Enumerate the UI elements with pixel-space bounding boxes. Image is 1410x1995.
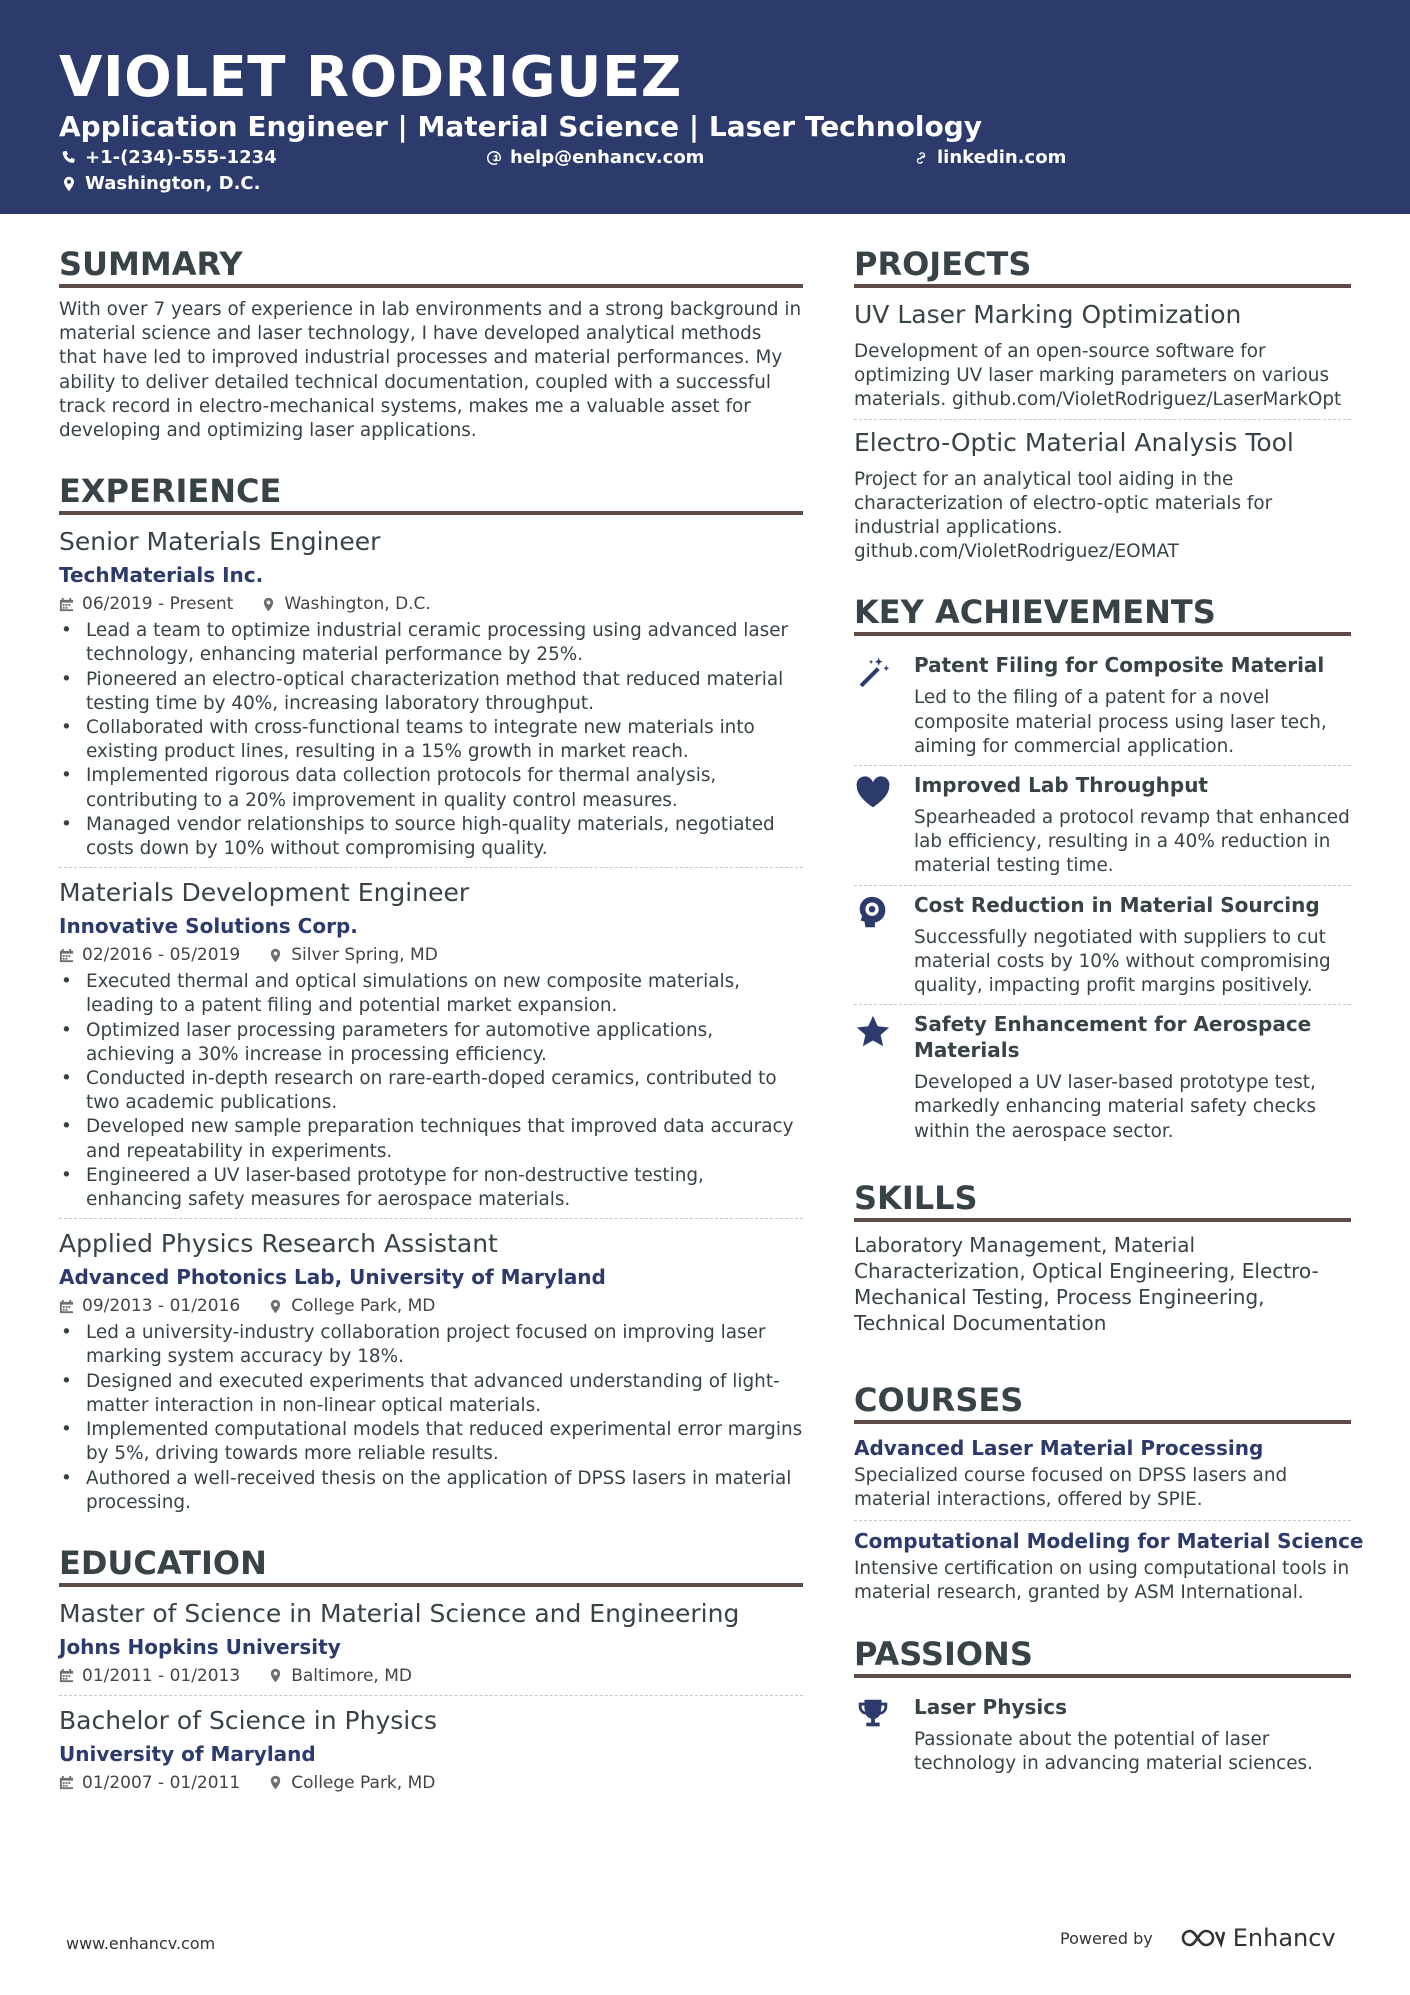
courses-section xyxy=(854,1380,1364,1606)
passions-section xyxy=(854,1634,1351,1782)
bullet-item: • Collaborated with cross-functional teams to integrate new materials into existing product lines, resulting in a 15% growth in market reach. xyxy=(59,716,803,764)
job-location: Washington, D.C. xyxy=(284,594,431,615)
course-description: Specialized course focused on DPSS lasers and material interactions, offered by SPIE. xyxy=(854,1464,1288,1511)
section-title-skills: SKILLS xyxy=(854,1178,1351,1222)
education-meta xyxy=(59,1770,803,1796)
course-entry xyxy=(854,1434,1351,1512)
summary-section xyxy=(59,244,803,443)
school-name: University of Maryland xyxy=(59,1741,316,1766)
job-location: College Park, MD xyxy=(291,1296,436,1317)
achievement-title: Improved Lab Throughput xyxy=(914,773,1208,798)
degree-title: Master of Science in Material Science and Engineering xyxy=(59,1598,740,1628)
course-title: Computational Modeling for Material Science xyxy=(854,1529,1364,1554)
map-pin-icon xyxy=(261,597,276,612)
education-meta xyxy=(59,1663,803,1689)
experience-section xyxy=(59,471,803,1515)
experience-entry xyxy=(59,867,803,1212)
calendar-icon xyxy=(59,1299,74,1314)
achievement-title: Cost Reduction in Material Sourcing xyxy=(914,892,1320,917)
map-pin-icon xyxy=(268,1299,283,1314)
job-dates: 02/2016 - 05/2019 xyxy=(82,945,241,966)
resume-header xyxy=(0,0,1410,214)
linkedin-text: linkedin.com xyxy=(937,147,1067,168)
education-dates: 01/2011 - 01/2013 xyxy=(82,1665,241,1686)
skills-section xyxy=(854,1178,1351,1336)
course-title: Advanced Laser Material Processing xyxy=(854,1435,1264,1460)
map-pin-icon xyxy=(61,176,77,192)
projects-section xyxy=(854,244,1351,564)
section-title-projects: PROJECTS xyxy=(854,244,1351,288)
phone-text: +1-(234)-555-1234 xyxy=(85,147,277,168)
section-title-passions: PASSIONS xyxy=(854,1634,1351,1678)
calendar-icon xyxy=(59,948,74,963)
footer-branding xyxy=(1060,1924,1336,1952)
company-name: Innovative Solutions Corp. xyxy=(59,914,358,939)
company-name: TechMaterials Inc. xyxy=(59,563,264,588)
job-bullets xyxy=(59,970,803,1212)
project-description: Project for an analytical tool aiding in the characterization of electro-optic materials for industrial applications. github.com/VioletRodriguez/EOMAT xyxy=(854,468,1273,563)
experience-entry xyxy=(59,1218,803,1515)
passion-title: Laser Physics xyxy=(914,1694,1067,1719)
achievements-section xyxy=(854,592,1351,1149)
job-bullets xyxy=(59,1321,803,1515)
calendar-icon xyxy=(59,1775,74,1790)
company-name: Advanced Photonics Lab, University of Maryland xyxy=(59,1265,606,1290)
bullet-item: • Pioneered an electro-optical characterization method that reduced material testing time by 40%, increasing laboratory throughput. xyxy=(59,668,803,716)
course-description: Intensive certification on using computational tools in material research, granted by ASM International. xyxy=(854,1558,1350,1604)
bullet-item: • Managed vendor relationships to source high-quality materials, negotiated costs down by 10% without compromising quality. xyxy=(59,813,803,861)
bullet-item: • Conducted in-depth research on rare-earth-doped ceramics, contributed to two academic publications. xyxy=(59,1067,803,1115)
star-icon xyxy=(854,1013,892,1051)
bullet-item: • Implemented rigorous data collection protocols for thermal analysis, contributing to a 20% improvement in quality control measures. xyxy=(59,764,803,812)
section-title-education: EDUCATION xyxy=(59,1543,803,1587)
calendar-icon xyxy=(59,1668,74,1683)
section-title-achievements: KEY ACHIEVEMENTS xyxy=(854,592,1351,636)
education-entry xyxy=(59,1597,803,1689)
head-brain-icon xyxy=(854,894,892,932)
job-title: Senior Materials Engineer xyxy=(59,527,381,557)
bullet-item: • Executed thermal and optical simulations on new composite materials, leading to a patent filing and potential market expansion. xyxy=(59,970,803,1018)
achievement-description: Spearheaded a protocol revamp that enhanced lab efficiency, resulting in a 40% reduction in material testing time. xyxy=(914,807,1350,877)
education-entry xyxy=(59,1695,803,1796)
achievement-description: Led to the filing of a patent for a novel composite material process using laser tech, aiming for commercial application. xyxy=(914,687,1327,757)
candidate-name: VIOLET RODRIGUEZ xyxy=(59,45,682,110)
magic-wand-icon xyxy=(854,654,892,692)
email-text: help@enhancv.com xyxy=(510,147,705,168)
passion-entry xyxy=(854,1688,1351,1782)
education-location: Baltimore, MD xyxy=(291,1665,412,1686)
brand-logo[interactable] xyxy=(1179,1924,1336,1952)
bullet-item: • Led a university-industry collaboration project focused on improving laser marking system accuracy by 18%. xyxy=(59,1321,803,1369)
calendar-icon xyxy=(59,597,74,612)
footer-website[interactable]: www.enhancv.com xyxy=(66,1934,216,1953)
job-dates: 06/2019 - Present xyxy=(82,594,234,615)
bullet-item: • Engineered a UV laser-based prototype for non-destructive testing, enhancing safety measures for aerospace materials. xyxy=(59,1164,803,1212)
project-title: Electro-Optic Material Analysis Tool xyxy=(854,427,1294,457)
achievement-entry xyxy=(854,765,1351,885)
bullet-item: • Authored a well-received thesis on the application of DPSS lasers in material processing. xyxy=(59,1467,803,1515)
bullet-item: • Optimized laser processing parameters for automotive applications, achieving a 30% increase in processing efficiency. xyxy=(59,1019,803,1067)
job-location: Silver Spring, MD xyxy=(291,945,438,966)
education-dates: 01/2007 - 01/2011 xyxy=(82,1772,241,1793)
contact-phone xyxy=(61,146,277,170)
job-meta xyxy=(59,942,803,968)
map-pin-icon xyxy=(268,1775,283,1790)
map-pin-icon xyxy=(268,948,283,963)
achievement-description: Successfully negotiated with suppliers to cut material costs by 10% without compromising quality, impacting profit margins positively. xyxy=(914,926,1331,997)
job-bullets xyxy=(59,619,803,861)
project-title: UV Laser Marking Optimization xyxy=(854,300,1242,329)
phone-icon xyxy=(61,150,77,166)
heart-icon xyxy=(854,774,892,812)
bullet-item: • Designed and executed experiments that advanced understanding of light-matter interaction in non-linear optical materials. xyxy=(59,1370,803,1418)
section-title-experience: EXPERIENCE xyxy=(59,471,803,515)
candidate-headline: Application Engineer | Material Science | Laser Technology xyxy=(59,110,983,143)
achievement-title: Patent Filing for Composite Material xyxy=(914,653,1325,678)
bullet-item: • Implemented computational models that reduced experimental error margins by 5%, driving towards more reliable results. xyxy=(59,1418,803,1466)
achievement-entry xyxy=(854,1004,1351,1150)
job-meta xyxy=(59,1293,803,1319)
job-meta xyxy=(59,591,803,617)
education-section xyxy=(59,1543,803,1796)
brand-name: Enhancv xyxy=(1232,1924,1336,1952)
job-title: Materials Development Engineer xyxy=(59,878,470,908)
experience-entry xyxy=(59,525,803,861)
passion-description: Passionate about the potential of laser technology in advancing material sciences. xyxy=(914,1728,1313,1774)
bullet-item: • Developed new sample preparation techniques that improved data accuracy and repeatability in experiments. xyxy=(59,1115,803,1163)
contact-email[interactable] xyxy=(486,146,704,170)
right-column xyxy=(854,244,1364,1782)
achievement-description: Developed a UV laser-based prototype test, markedly enhancing material safety checks within the aerospace sector. xyxy=(914,1072,1317,1142)
bullet-item: • Lead a team to optimize industrial ceramic processing using advanced laser technology, enhancing material performance by 25%. xyxy=(59,619,803,667)
school-name: Johns Hopkins University xyxy=(59,1634,341,1659)
project-entry xyxy=(854,298,1351,413)
skills-list: Laboratory Management, Material Characterization, Optical Engineering, Electro-Mechanical Testing, Process Engineering, Technical Documentation xyxy=(854,1232,1319,1335)
contact-location xyxy=(61,172,260,196)
left-column xyxy=(59,244,803,1796)
contact-linkedin[interactable] xyxy=(913,146,1066,170)
enhancv-logo-icon xyxy=(1179,1926,1225,1950)
achievement-entry xyxy=(854,885,1351,1005)
education-location: College Park, MD xyxy=(291,1772,436,1793)
summary-text: With over 7 years of experience in lab environments and a strong background in material science and laser technology, I have developed analytical methods that have led to improved industrial processes and material performances. My ability to deliver detailed technical documentation, coupled with a successful track record in electro-mechanical systems, makes me a valuable asset for developing and optimizing laser applications. xyxy=(59,299,802,442)
degree-title: Bachelor of Science in Physics xyxy=(59,1705,438,1735)
section-title-courses: COURSES xyxy=(854,1380,1351,1424)
achievement-title: Safety Enhancement for Aerospace Materials xyxy=(914,1012,1312,1063)
at-sign-icon xyxy=(486,150,502,166)
job-title: Applied Physics Research Assistant xyxy=(59,1229,498,1259)
link-icon xyxy=(913,150,929,166)
course-entry xyxy=(854,1520,1364,1605)
achievement-entry xyxy=(854,646,1351,765)
trophy-icon xyxy=(854,1696,892,1734)
map-pin-icon xyxy=(268,1668,283,1683)
project-description: Development of an open-source software for optimizing UV laser marking parameters on various materials. github.com/VioletRodriguez/LaserMarkOpt xyxy=(854,341,1342,411)
section-title-summary: SUMMARY xyxy=(59,244,803,288)
powered-by-label: Powered by xyxy=(1060,1928,1153,1948)
job-dates: 09/2013 - 01/2016 xyxy=(82,1296,241,1317)
project-entry xyxy=(854,419,1351,565)
location-text: Washington, D.C. xyxy=(85,173,261,194)
